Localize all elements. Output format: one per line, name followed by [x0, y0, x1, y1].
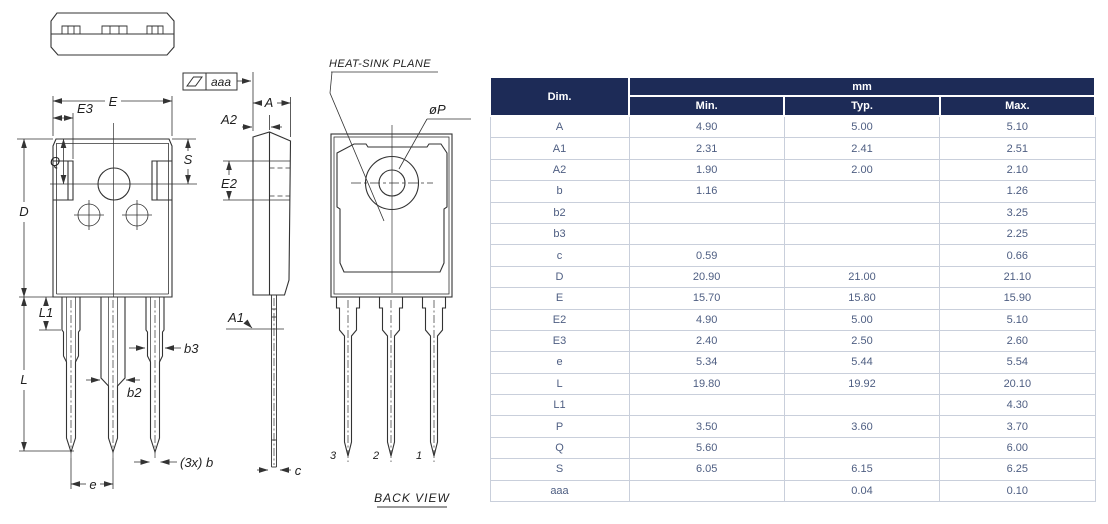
dim-label-b2: b2: [127, 385, 142, 400]
cell-min: 2.31: [629, 138, 784, 159]
cell-max: 2.51: [940, 138, 1095, 159]
dim-label-S: S: [183, 152, 193, 167]
cell-typ: [784, 223, 939, 244]
table-row: [490, 437, 1095, 458]
cell-dim: S: [490, 459, 629, 480]
cell-max: 3.70: [940, 416, 1095, 437]
cell-dim: b: [490, 181, 629, 202]
cell-typ: 19.92: [784, 373, 939, 394]
package-outline-drawing: [0, 0, 487, 524]
cell-max: 0.66: [940, 245, 1095, 266]
dimple-holes: [74, 200, 152, 230]
cell-dim: E2: [490, 309, 629, 330]
cell-typ: [784, 245, 939, 266]
side-notches: [53, 161, 172, 200]
pin-3-label: 3: [329, 450, 337, 462]
table-row: [490, 266, 1095, 287]
front-leads: [62, 297, 164, 458]
cell-dim: D: [490, 266, 629, 287]
dimension-table: [489, 76, 1096, 502]
table-row: [490, 352, 1095, 373]
dim-label-A2: A2: [221, 112, 237, 127]
cell-typ: 15.80: [784, 288, 939, 309]
col-header-max: Max.: [940, 96, 1095, 116]
cell-dim: L1: [490, 395, 629, 416]
drawing-labels: [19, 58, 450, 505]
cell-typ: 2.00: [784, 159, 939, 180]
dim-label-b3: b3: [184, 341, 199, 356]
table-row: [490, 480, 1095, 501]
cell-min: 20.90: [629, 266, 784, 287]
col-header-min: Min.: [629, 96, 784, 116]
cell-min: 6.05: [629, 459, 784, 480]
cell-typ: [784, 202, 939, 223]
cell-typ: 5.44: [784, 352, 939, 373]
dim-label-A1: A1: [228, 310, 244, 325]
dimension-table-grid: [489, 76, 1096, 502]
cell-min: [629, 223, 784, 244]
cell-typ: 6.15: [784, 459, 939, 480]
dim-label-A: A: [264, 95, 274, 110]
dim-label-E: E: [108, 94, 118, 109]
dim-label-Q: Q: [49, 154, 61, 169]
cell-dim: b3: [490, 223, 629, 244]
cell-typ: 5.00: [784, 116, 939, 138]
cell-max: 6.00: [940, 437, 1095, 458]
cell-min: 1.16: [629, 181, 784, 202]
cell-typ: [784, 437, 939, 458]
front-dimensions: [17, 96, 196, 489]
col-header-dim: Dim.: [490, 77, 629, 116]
top-view: [51, 13, 174, 55]
cell-dim: b2: [490, 202, 629, 223]
cell-typ: 2.50: [784, 330, 939, 351]
flatness-symbol-icon: [187, 77, 202, 86]
dim-label-E2: E2: [221, 176, 237, 191]
cell-max: 1.26: [940, 181, 1095, 202]
cell-min: [629, 480, 784, 501]
dim-label-c: c: [294, 463, 302, 478]
table-row: [490, 159, 1095, 180]
dim-label-L1: L1: [38, 305, 54, 320]
cell-dim: L: [490, 373, 629, 394]
dim-label-D: D: [19, 204, 29, 219]
cell-min: 3.50: [629, 416, 784, 437]
table-row: [490, 288, 1095, 309]
cell-max: 2.60: [940, 330, 1095, 351]
pin-2-label: 2: [372, 450, 380, 462]
table-row: [490, 138, 1095, 159]
table-row: [490, 309, 1095, 330]
cell-typ: 2.41: [784, 138, 939, 159]
cell-min: 19.80: [629, 373, 784, 394]
cell-typ: 21.00: [784, 266, 939, 287]
cell-min: 4.90: [629, 309, 784, 330]
cell-dim: c: [490, 245, 629, 266]
front-view: [50, 123, 197, 458]
table-row: [490, 116, 1095, 138]
cell-max: 5.10: [940, 116, 1095, 138]
cell-dim: A1: [490, 138, 629, 159]
dim-label-e: e: [89, 477, 97, 492]
hole-diameter-label: øP: [429, 102, 446, 117]
side-lead: [272, 295, 277, 467]
cell-min: 0.59: [629, 245, 784, 266]
cell-min: 5.60: [629, 437, 784, 458]
cell-max: 2.25: [940, 223, 1095, 244]
cell-max: 5.54: [940, 352, 1095, 373]
cell-dim: A2: [490, 159, 629, 180]
cell-min: [629, 395, 784, 416]
cell-max: 0.10: [940, 480, 1095, 501]
cell-typ: [784, 395, 939, 416]
cell-max: 5.10: [940, 309, 1095, 330]
cell-min: [629, 202, 784, 223]
table-row: [490, 373, 1095, 394]
cell-dim: aaa: [490, 480, 629, 501]
cell-typ: 0.04: [784, 480, 939, 501]
table-row: [490, 245, 1095, 266]
back-leads: [337, 297, 446, 462]
cell-min: 2.40: [629, 330, 784, 351]
cell-max: 15.90: [940, 288, 1095, 309]
col-header-unit-mm: mm: [629, 77, 1095, 96]
table-row: [490, 330, 1095, 351]
cell-max: 21.10: [940, 266, 1095, 287]
cell-dim: E3: [490, 330, 629, 351]
table-row: [490, 416, 1095, 437]
cell-max: 3.25: [940, 202, 1095, 223]
table-row: [490, 223, 1095, 244]
col-header-typ: Typ.: [784, 96, 939, 116]
pin-1-label: 1: [415, 450, 423, 462]
cell-typ: [784, 181, 939, 202]
cell-min: 1.90: [629, 159, 784, 180]
back-view: [330, 72, 471, 507]
dim-label-L: L: [20, 372, 28, 387]
table-row: [490, 202, 1095, 223]
cell-min: 5.34: [629, 352, 784, 373]
cell-typ: 5.00: [784, 309, 939, 330]
cell-max: 2.10: [940, 159, 1095, 180]
cell-max: 4.30: [940, 395, 1095, 416]
cell-max: 6.25: [940, 459, 1095, 480]
cell-max: 20.10: [940, 373, 1095, 394]
table-row: [490, 181, 1095, 202]
cell-dim: e: [490, 352, 629, 373]
cell-dim: A: [490, 116, 629, 138]
heat-sink-plane-label: HEAT-SINK PLANE: [329, 58, 431, 70]
cell-typ: 3.60: [784, 416, 939, 437]
side-dimensions: [183, 72, 291, 470]
flatness-tolerance-label: aaa: [210, 75, 232, 89]
dim-label-b-3x: (3x) b: [180, 455, 214, 470]
cell-dim: E: [490, 288, 629, 309]
table-row: [490, 459, 1095, 480]
table-row: [490, 395, 1095, 416]
cell-dim: Q: [490, 437, 629, 458]
dim-label-E3: E3: [77, 101, 93, 116]
side-view: [253, 132, 291, 467]
cell-min: 15.70: [629, 288, 784, 309]
cell-dim: P: [490, 416, 629, 437]
cell-min: 4.90: [629, 116, 784, 138]
back-view-label: BACK VIEW: [374, 491, 450, 505]
